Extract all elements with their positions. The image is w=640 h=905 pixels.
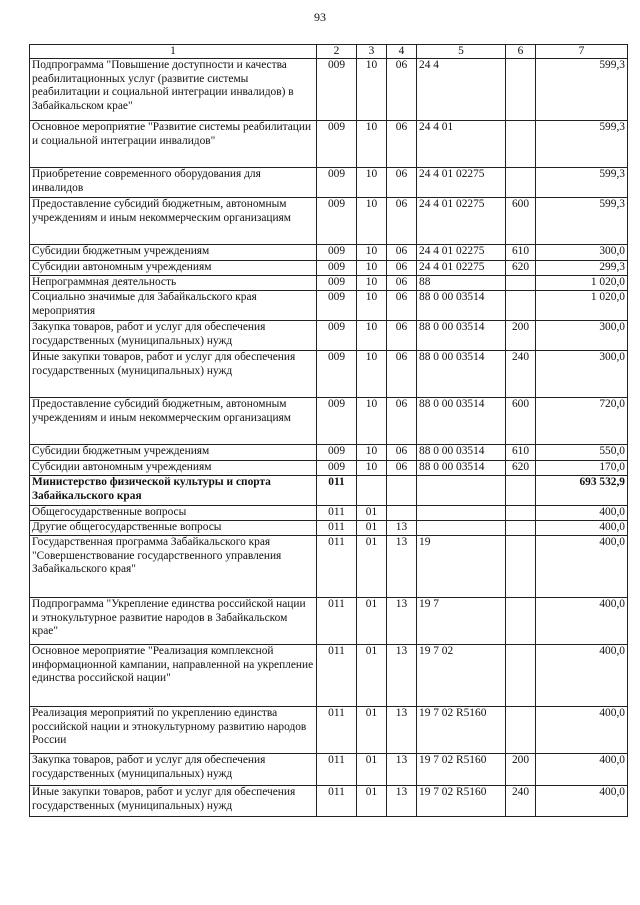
table-row <box>30 261 628 276</box>
amount-cell: 693 532,9 <box>536 476 628 506</box>
target-article-cell: 24 4 01 02275 <box>417 261 506 276</box>
table-row <box>30 445 628 461</box>
section-code-cell: 01 <box>357 521 387 536</box>
table-row <box>30 276 628 291</box>
target-article-cell: 24 4 <box>417 59 506 121</box>
expense-type-cell <box>506 121 536 168</box>
expense-type-cell <box>506 476 536 506</box>
expense-type-cell <box>506 276 536 291</box>
subsection-code-cell: 06 <box>387 261 417 276</box>
expense-type-cell <box>506 707 536 754</box>
target-article-cell: 19 7 02 R5160 <box>417 707 506 754</box>
ministry-code-cell: 011 <box>317 707 357 754</box>
ministry-code-cell: 009 <box>317 168 357 198</box>
section-code-cell: 01 <box>357 536 387 598</box>
table-row <box>30 351 628 398</box>
expense-type-cell: 200 <box>506 754 536 786</box>
table-row <box>30 198 628 245</box>
target-article-cell: 19 7 <box>417 598 506 645</box>
table-row <box>30 707 628 754</box>
ministry-code-cell: 011 <box>317 521 357 536</box>
table-row <box>30 461 628 476</box>
target-article-cell: 19 <box>417 536 506 598</box>
header-cell: 1 <box>30 45 317 59</box>
section-code-cell: 10 <box>357 245 387 261</box>
amount-cell: 299,3 <box>536 261 628 276</box>
section-code-cell: 10 <box>357 351 387 398</box>
amount-cell: 400,0 <box>536 786 628 817</box>
item-name-cell: Другие общегосударственные вопросы <box>30 521 317 536</box>
subsection-code-cell: 13 <box>387 645 417 707</box>
header-cell: 6 <box>506 45 536 59</box>
expense-type-cell: 240 <box>506 351 536 398</box>
target-article-cell: 24 4 01 02275 <box>417 198 506 245</box>
table-row <box>30 398 628 445</box>
amount-cell: 170,0 <box>536 461 628 476</box>
section-code-cell: 10 <box>357 321 387 351</box>
target-article-cell: 88 0 00 03514 <box>417 445 506 461</box>
ministry-code-cell: 011 <box>317 536 357 598</box>
subsection-code-cell: 13 <box>387 598 417 645</box>
section-code-cell: 10 <box>357 59 387 121</box>
ministry-code-cell: 011 <box>317 506 357 521</box>
item-name-cell: Закупка товаров, работ и услуг для обеспечения государственных (муниципальных) нужд <box>30 321 317 351</box>
expense-type-cell <box>506 168 536 198</box>
expense-type-cell <box>506 536 536 598</box>
ministry-code-cell: 009 <box>317 121 357 168</box>
table-row <box>30 476 628 506</box>
section-code-cell: 10 <box>357 198 387 245</box>
expense-type-cell: 610 <box>506 445 536 461</box>
section-code-cell: 10 <box>357 398 387 445</box>
amount-cell: 550,0 <box>536 445 628 461</box>
item-name-cell: Приобретение современного оборудования для инвалидов <box>30 168 317 198</box>
expense-type-cell: 600 <box>506 198 536 245</box>
subsection-code-cell: 06 <box>387 59 417 121</box>
subsection-code-cell: 13 <box>387 786 417 817</box>
ministry-code-cell: 009 <box>317 291 357 321</box>
expense-type-cell: 620 <box>506 261 536 276</box>
amount-cell: 300,0 <box>536 351 628 398</box>
target-article-cell: 24 4 01 02275 <box>417 245 506 261</box>
ministry-code-cell: 011 <box>317 598 357 645</box>
item-name-cell: Иные закупки товаров, работ и услуг для обеспечения государственных (муниципальных) нужд <box>30 786 317 817</box>
subsection-code-cell: 13 <box>387 536 417 598</box>
section-code-cell: 10 <box>357 121 387 168</box>
subsection-code-cell <box>387 476 417 506</box>
table-row <box>30 291 628 321</box>
item-name-cell: Субсидии бюджетным учреждениям <box>30 445 317 461</box>
ministry-code-cell: 009 <box>317 59 357 121</box>
target-article-cell: 19 7 02 <box>417 645 506 707</box>
table-row <box>30 754 628 786</box>
item-name-cell: Субсидии автономным учреждениям <box>30 261 317 276</box>
ministry-code-cell: 009 <box>317 276 357 291</box>
item-name-cell: Предоставление субсидий бюджетным, автономным учреждениям и иным некоммерческим организациям <box>30 198 317 245</box>
amount-cell: 400,0 <box>536 707 628 754</box>
subsection-code-cell: 06 <box>387 445 417 461</box>
amount-cell: 599,3 <box>536 121 628 168</box>
ministry-code-cell: 009 <box>317 398 357 445</box>
section-code-cell: 01 <box>357 598 387 645</box>
subsection-code-cell <box>387 506 417 521</box>
header-cell: 5 <box>417 45 506 59</box>
item-name-cell: Общегосударственные вопросы <box>30 506 317 521</box>
amount-cell: 300,0 <box>536 245 628 261</box>
subsection-code-cell: 06 <box>387 461 417 476</box>
target-article-cell: 88 <box>417 276 506 291</box>
item-name-cell: Основное мероприятие "Реализация комплексной информационной кампании, направленной на укрепление единства российской нации" <box>30 645 317 707</box>
amount-cell: 400,0 <box>536 598 628 645</box>
subsection-code-cell: 06 <box>387 398 417 445</box>
table-row <box>30 521 628 536</box>
subsection-code-cell: 13 <box>387 707 417 754</box>
amount-cell: 720,0 <box>536 398 628 445</box>
ministry-code-cell: 009 <box>317 461 357 476</box>
item-name-cell: Министерство физической культуры и спорта Забайкальского края <box>30 476 317 506</box>
expense-type-cell <box>506 291 536 321</box>
section-code-cell: 10 <box>357 445 387 461</box>
item-name-cell: Основное мероприятие "Развитие системы реабилитации и социальной интеграции инвалидов" <box>30 121 317 168</box>
target-article-cell: 19 7 02 R5160 <box>417 754 506 786</box>
item-name-cell: Социально значимые для Забайкальского края мероприятия <box>30 291 317 321</box>
subsection-code-cell: 06 <box>387 276 417 291</box>
section-code-cell: 01 <box>357 754 387 786</box>
ministry-code-cell: 009 <box>317 321 357 351</box>
item-name-cell: Государственная программа Забайкальского края "Совершенствование государственного управления Забайкальского края" <box>30 536 317 598</box>
ministry-code-cell: 009 <box>317 261 357 276</box>
subsection-code-cell: 06 <box>387 321 417 351</box>
expense-type-cell <box>506 645 536 707</box>
subsection-code-cell: 06 <box>387 291 417 321</box>
subsection-code-cell: 06 <box>387 198 417 245</box>
amount-cell: 599,3 <box>536 168 628 198</box>
section-code-cell: 10 <box>357 168 387 198</box>
expense-type-cell <box>506 598 536 645</box>
item-name-cell: Закупка товаров, работ и услуг для обеспечения государственных (муниципальных) нужд <box>30 754 317 786</box>
amount-cell: 400,0 <box>536 506 628 521</box>
subsection-code-cell: 06 <box>387 351 417 398</box>
header-cell: 4 <box>387 45 417 59</box>
section-code-cell: 10 <box>357 261 387 276</box>
target-article-cell <box>417 476 506 506</box>
subsection-code-cell: 06 <box>387 245 417 261</box>
subsection-code-cell: 13 <box>387 521 417 536</box>
amount-cell: 400,0 <box>536 536 628 598</box>
ministry-code-cell: 011 <box>317 786 357 817</box>
header-cell: 7 <box>536 45 628 59</box>
header-cell: 2 <box>317 45 357 59</box>
target-article-cell <box>417 506 506 521</box>
table-row <box>30 506 628 521</box>
target-article-cell: 88 0 00 03514 <box>417 461 506 476</box>
subsection-code-cell: 06 <box>387 168 417 198</box>
target-article-cell: 88 0 00 03514 <box>417 351 506 398</box>
section-code-cell: 01 <box>357 506 387 521</box>
item-name-cell: Подпрограмма "Укрепление единства российской нации и этнокультурное развитие народов в Забайкальском крае" <box>30 598 317 645</box>
amount-cell: 400,0 <box>536 521 628 536</box>
amount-cell: 400,0 <box>536 645 628 707</box>
amount-cell: 1 020,0 <box>536 276 628 291</box>
section-code-cell: 10 <box>357 276 387 291</box>
expense-type-cell: 240 <box>506 786 536 817</box>
page-number: 93 <box>314 10 326 24</box>
ministry-code-cell: 009 <box>317 198 357 245</box>
target-article-cell: 88 0 00 03514 <box>417 321 506 351</box>
ministry-code-cell: 009 <box>317 245 357 261</box>
section-code-cell: 01 <box>357 786 387 817</box>
expense-type-cell <box>506 506 536 521</box>
expense-type-cell <box>506 521 536 536</box>
amount-cell: 1 020,0 <box>536 291 628 321</box>
ministry-code-cell: 011 <box>317 645 357 707</box>
amount-cell: 400,0 <box>536 754 628 786</box>
table-row <box>30 786 628 817</box>
target-article-cell: 24 4 01 <box>417 121 506 168</box>
table-row <box>30 645 628 707</box>
section-code-cell <box>357 476 387 506</box>
ministry-code-cell: 011 <box>317 476 357 506</box>
item-name-cell: Субсидии бюджетным учреждениям <box>30 245 317 261</box>
budget-table <box>29 44 628 817</box>
table-row <box>30 59 628 121</box>
item-name-cell: Реализация мероприятий по укреплению единства российской нации и этнокультурному развитию народов России <box>30 707 317 754</box>
section-code-cell: 10 <box>357 461 387 476</box>
ministry-code-cell: 011 <box>317 754 357 786</box>
target-article-cell <box>417 521 506 536</box>
expense-type-cell: 610 <box>506 245 536 261</box>
section-code-cell: 01 <box>357 707 387 754</box>
ministry-code-cell: 009 <box>317 351 357 398</box>
expense-type-cell: 600 <box>506 398 536 445</box>
table-header-row <box>30 45 628 59</box>
table-row <box>30 536 628 598</box>
table-row <box>30 321 628 351</box>
item-name-cell: Непрограммная деятельность <box>30 276 317 291</box>
target-article-cell: 88 0 00 03514 <box>417 398 506 445</box>
amount-cell: 599,3 <box>536 198 628 245</box>
expense-type-cell: 620 <box>506 461 536 476</box>
ministry-code-cell: 009 <box>317 445 357 461</box>
table-row <box>30 121 628 168</box>
item-name-cell: Подпрограмма "Повышение доступности и качества реабилитационных услуг (развитие системы реабилитации и социальной интеграции инвалидов) в Забайкальском крае" <box>30 59 317 121</box>
section-code-cell: 10 <box>357 291 387 321</box>
expense-type-cell <box>506 59 536 121</box>
subsection-code-cell: 06 <box>387 121 417 168</box>
item-name-cell: Иные закупки товаров, работ и услуг для обеспечения государственных (муниципальных) нужд <box>30 351 317 398</box>
header-cell: 3 <box>357 45 387 59</box>
section-code-cell: 01 <box>357 645 387 707</box>
expense-type-cell: 200 <box>506 321 536 351</box>
amount-cell: 300,0 <box>536 321 628 351</box>
target-article-cell: 19 7 02 R5160 <box>417 786 506 817</box>
item-name-cell: Субсидии автономным учреждениям <box>30 461 317 476</box>
table-row <box>30 245 628 261</box>
target-article-cell: 88 0 00 03514 <box>417 291 506 321</box>
amount-cell: 599,3 <box>536 59 628 121</box>
table-row <box>30 168 628 198</box>
subsection-code-cell: 13 <box>387 754 417 786</box>
item-name-cell: Предоставление субсидий бюджетным, автономным учреждениям и иным некоммерческим организациям <box>30 398 317 445</box>
table-row <box>30 598 628 645</box>
target-article-cell: 24 4 01 02275 <box>417 168 506 198</box>
